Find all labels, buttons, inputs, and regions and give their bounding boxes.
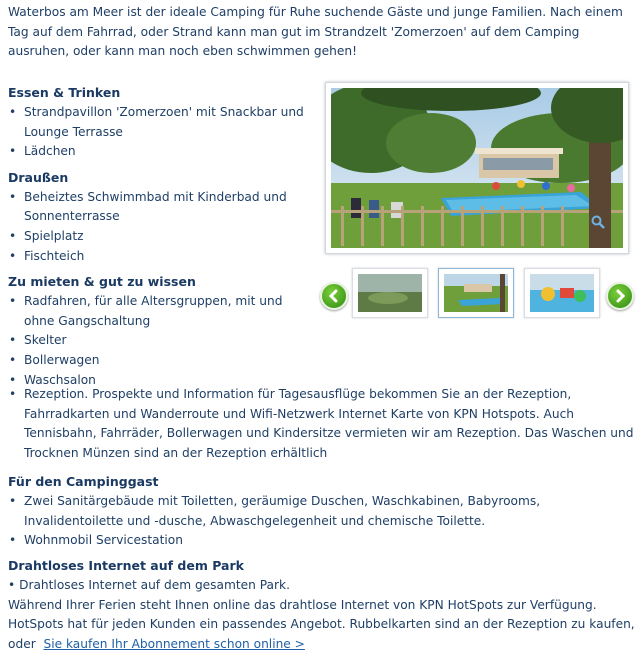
gallery-next-button[interactable] xyxy=(606,282,634,310)
main-photo[interactable] xyxy=(331,88,623,248)
list-item: • Strandpavillon 'Zomerzoen' mit Snackbar und Lounge Terrasse xyxy=(8,103,308,142)
section-title-essen: Essen & Trinken xyxy=(8,85,121,100)
list-item: • Skelter xyxy=(8,331,308,351)
aerial-photo-thumb xyxy=(358,274,422,312)
campinggast-section xyxy=(8,469,636,551)
arrow-right-icon xyxy=(613,289,627,303)
internet-body-text: Während Ihrer Ferien steht Ihnen online das drahtlose Internet von KPN HotSpots zur Verfügung. HotSpots hat für jeden Kunden ein passendes Angebot. Rubbelkarten sind an der Rezeption zu kaufen, oder xyxy=(8,597,635,651)
list-item: • Bollerwagen xyxy=(8,351,308,371)
rezeption-list xyxy=(8,385,636,463)
main-photo-frame[interactable] xyxy=(325,82,629,254)
campinggast-list xyxy=(8,492,636,551)
camping-pool-photo xyxy=(331,88,623,248)
magnifier-icon[interactable] xyxy=(591,215,605,236)
gallery-thumbnail-3[interactable] xyxy=(524,268,600,318)
section-title-internet: Drahtloses Internet auf dem Park xyxy=(8,558,244,573)
section-title-campinggast: Für den Campinggast xyxy=(8,474,159,489)
arrow-left-icon xyxy=(327,289,341,303)
list-item: • Beheiztes Schwimmbad mit Kinderbad und Sonnenterrasse xyxy=(8,188,308,227)
list-item: • Fischteich xyxy=(8,247,308,267)
essen-list xyxy=(8,103,308,162)
mieten-list xyxy=(8,292,308,390)
list-item: • Zwei Sanitärgebäude mit Toiletten, geräumige Duschen, Waschkabinen, Babyrooms, Invalidentoilette und -dusche, Abwaschgelegenheit und chemische Toilette. xyxy=(8,492,636,531)
list-item: • Waschsalon xyxy=(8,371,308,391)
internet-section xyxy=(8,553,636,654)
gallery-thumbnail-1[interactable] xyxy=(352,268,428,318)
online-subscription-link[interactable]: Sie kaufen Ihr Abonnement schon online > xyxy=(43,636,305,651)
section-title-mieten: Zu mieten & gut zu wissen xyxy=(8,274,196,290)
section-title-draussen: Draußen xyxy=(8,169,69,185)
gallery-prev-button[interactable] xyxy=(320,282,348,310)
intro-text: Waterbos am Meer ist der ideale Camping für Ruhe suchende Gäste und junge Familien. Nach einem Tag auf dem Fahrrad, oder Strand kann man gut im Strandzelt 'Zomerzoen' auf dem Camping ausruhen, oder kann man noch eben schwimmen gehen! xyxy=(8,5,623,59)
facilities-column xyxy=(8,80,308,390)
internet-body xyxy=(8,596,636,655)
list-item: • Spielplatz xyxy=(8,227,308,247)
list-item-rezeption: • Rezeption. Prospekte und Information für Tagesausflüge bekommen Sie an der Rezeption, Fahrradkarten und Wanderroute und Wifi-Netzwerk Internet Karte von KPN Hotspots. Auch Tennisbahn, Fahrräder, Bollerwagen und Kindersitze vermieten wir am Rezeption. Das Waschen und Trocknen Münzen sind an der Rezeption erhältlich xyxy=(8,385,636,463)
pool-photo-thumb xyxy=(444,274,508,312)
internet-line: • Drahtloses Internet auf dem gesamten Park. xyxy=(8,578,290,592)
draussen-list xyxy=(8,188,308,266)
list-item: • Lädchen xyxy=(8,142,308,162)
kids-pool-photo-thumb xyxy=(530,274,594,312)
list-item: • Radfahren, für alle Altersgruppen, mit und ohne Gangschaltung xyxy=(8,292,308,331)
list-item: • Wohnmobil Servicestation xyxy=(8,531,636,551)
gallery-thumbnail-2[interactable] xyxy=(438,268,514,318)
